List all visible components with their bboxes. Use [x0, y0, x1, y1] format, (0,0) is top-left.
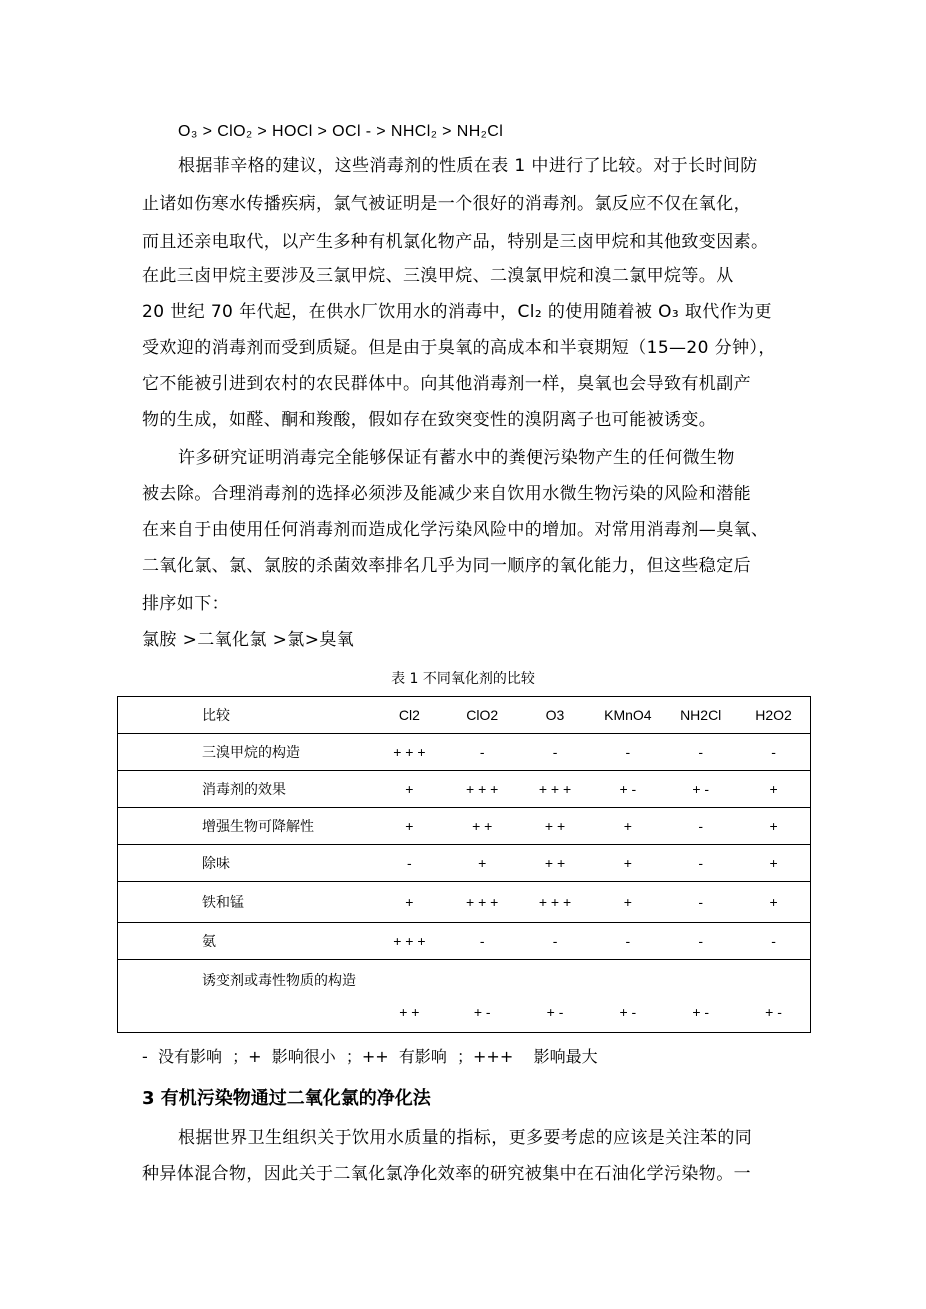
table-cell: + + + — [519, 882, 592, 923]
table-cell: + — [737, 771, 810, 808]
table-row — [118, 771, 811, 808]
table-cell: + + — [446, 808, 519, 845]
paragraph-line: 物的生成，如醛、酮和羧酸，假如存在致突变性的溴阴离子也可能被诱变。 — [142, 410, 717, 430]
table-row — [118, 808, 811, 845]
paragraph-line: 二氧化氯、氯、氯胺的杀菌效率排名几乎为同一顺序的氧化能力，但这些稳定后 — [142, 556, 751, 576]
header-cell: 比较 — [118, 697, 373, 734]
table-cell-value: + + — [399, 1004, 420, 1020]
table-cell: - — [737, 923, 810, 960]
table-cell — [737, 960, 810, 1033]
table-cell: - — [519, 734, 592, 771]
paragraph-line: 排序如下： — [142, 594, 229, 614]
table-cell-value: + - — [692, 1004, 710, 1020]
table-cell-value: + - — [619, 1004, 637, 1020]
row-label — [118, 960, 373, 1033]
table-row — [118, 882, 811, 923]
table-cell: + + + — [446, 882, 519, 923]
table-cell: + + + — [373, 923, 446, 960]
paragraph-line: 20 世纪 70 年代起，在供水厂饮用水的消毒中，Cl₂ 的使用随着被 O₃ 取代作为更 — [142, 302, 772, 322]
header-cell: O3 — [519, 697, 592, 734]
table-cell: + — [373, 808, 446, 845]
table-cell: - — [664, 734, 737, 771]
table-cell: + — [446, 845, 519, 882]
table-cell — [446, 960, 519, 1033]
table-cell: + + + — [519, 771, 592, 808]
paragraph-line: 而且还亲电取代，以产生多种有机氯化物产品，特别是三卤甲烷和其他致变因素。 — [142, 232, 769, 252]
header-cell: ClO2 — [446, 697, 519, 734]
table-caption: 表 1 不同氧化剂的比较 — [391, 671, 535, 687]
table-cell: - — [519, 923, 592, 960]
table-row — [118, 734, 811, 771]
table-cell: + — [591, 845, 664, 882]
row-label: 铁和锰 — [118, 882, 373, 923]
table-cell: + — [737, 882, 810, 923]
header-cell: NH2Cl — [664, 697, 737, 734]
table-cell: + — [737, 845, 810, 882]
row-label: 三溴甲烷的构造 — [118, 734, 373, 771]
paragraph-line: 被去除。合理消毒剂的选择必须涉及能减少来自饮用水微生物污染的风险和潜能 — [142, 484, 751, 504]
row-label: 氨 — [118, 923, 373, 960]
table-cell: + — [591, 808, 664, 845]
table-cell-value: + - — [473, 1004, 491, 1020]
table-cell: - — [373, 845, 446, 882]
table-cell: + + + — [373, 734, 446, 771]
row-label: 增强生物可降解性 — [118, 808, 373, 845]
paragraph-line: 它不能被引进到农村的农民群体中。向其他消毒剂一样，臭氧也会导致有机副产 — [142, 374, 751, 394]
paragraph-line: 许多研究证明消毒完全能够保证有蓄水中的粪便污染物产生的任何微生物 — [178, 448, 735, 468]
table-cell: + - — [664, 771, 737, 808]
table-cell — [373, 960, 446, 1033]
table-cell: + — [373, 771, 446, 808]
table-cell: - — [446, 923, 519, 960]
paragraph-line: 止诸如伤寒水传播疾病，氯气被证明是一个很好的消毒剂。氯反应不仅在氧化， — [142, 194, 751, 214]
table-cell: - — [664, 845, 737, 882]
paragraph-line: 根据世界卫生组织关于饮用水质量的指标，更多要考虑的应该是关注苯的同 — [178, 1128, 753, 1148]
table-header-row — [118, 697, 811, 734]
row-label: 消毒剂的效果 — [118, 771, 373, 808]
header-cell: H2O2 — [737, 697, 810, 734]
table-cell: - — [664, 808, 737, 845]
table-cell: - — [446, 734, 519, 771]
table-cell: + + — [519, 845, 592, 882]
paragraph-line: 根据菲辛格的建议，这些消毒剂的性质在表 1 中进行了比较。对于长时间防 — [178, 156, 758, 176]
table-cell: + — [591, 882, 664, 923]
table-cell — [519, 960, 592, 1033]
paragraph-line: 种异体混合物，因此关于二氧化氯净化效率的研究被集中在石油化学污染物。一 — [142, 1164, 751, 1184]
paragraph-line: 受欢迎的消毒剂而受到质疑。但是由于臭氧的高成本和半衰期短（15—20 分钟）， — [142, 338, 776, 358]
table-cell: + + + — [446, 771, 519, 808]
paragraph-line: 在此三卤甲烷主要涉及三氯甲烷、三溴甲烷、二溴氯甲烷和溴二氯甲烷等。从 — [142, 266, 734, 286]
section-heading: 3 有机污染物通过二氧化氯的净化法 — [142, 1088, 431, 1109]
table-row — [118, 845, 811, 882]
comparison-table — [117, 696, 811, 1033]
table-cell: - — [591, 734, 664, 771]
table-cell: - — [737, 734, 810, 771]
table-cell-value: + - — [765, 1004, 782, 1020]
table-legend: - 没有影响 ；+ 影响很小 ；++ 有影响 ；+++ 影响最大 — [142, 1047, 598, 1066]
paragraph-line: 在来自于由使用任何消毒剂而造成化学污染风险中的增加。对常用消毒剂—臭氧、 — [142, 520, 769, 540]
table-cell: - — [591, 923, 664, 960]
row-label-text: 诱变剂或毒性物质的构造 — [202, 973, 356, 989]
table-cell: + - — [591, 771, 664, 808]
table-row — [118, 960, 811, 1033]
table-cell: + + — [519, 808, 592, 845]
table-cell — [664, 960, 737, 1033]
header-cell: KMnO4 — [591, 697, 664, 734]
row-label: 除味 — [118, 845, 373, 882]
oxidation-formula: O₃ > ClO₂ > HOCl > OCl - > NHCl₂ > NH₂Cl — [178, 123, 504, 140]
table-cell: + — [737, 808, 810, 845]
table-cell — [591, 960, 664, 1033]
table-cell: - — [664, 923, 737, 960]
table-row — [118, 923, 811, 960]
table-cell: - — [664, 882, 737, 923]
ranking-line: 氯胺 >二氧化氯 >氯>臭氧 — [142, 630, 355, 650]
header-cell: Cl2 — [373, 697, 446, 734]
table-cell: + — [373, 882, 446, 923]
table-cell-value: + - — [546, 1004, 564, 1020]
